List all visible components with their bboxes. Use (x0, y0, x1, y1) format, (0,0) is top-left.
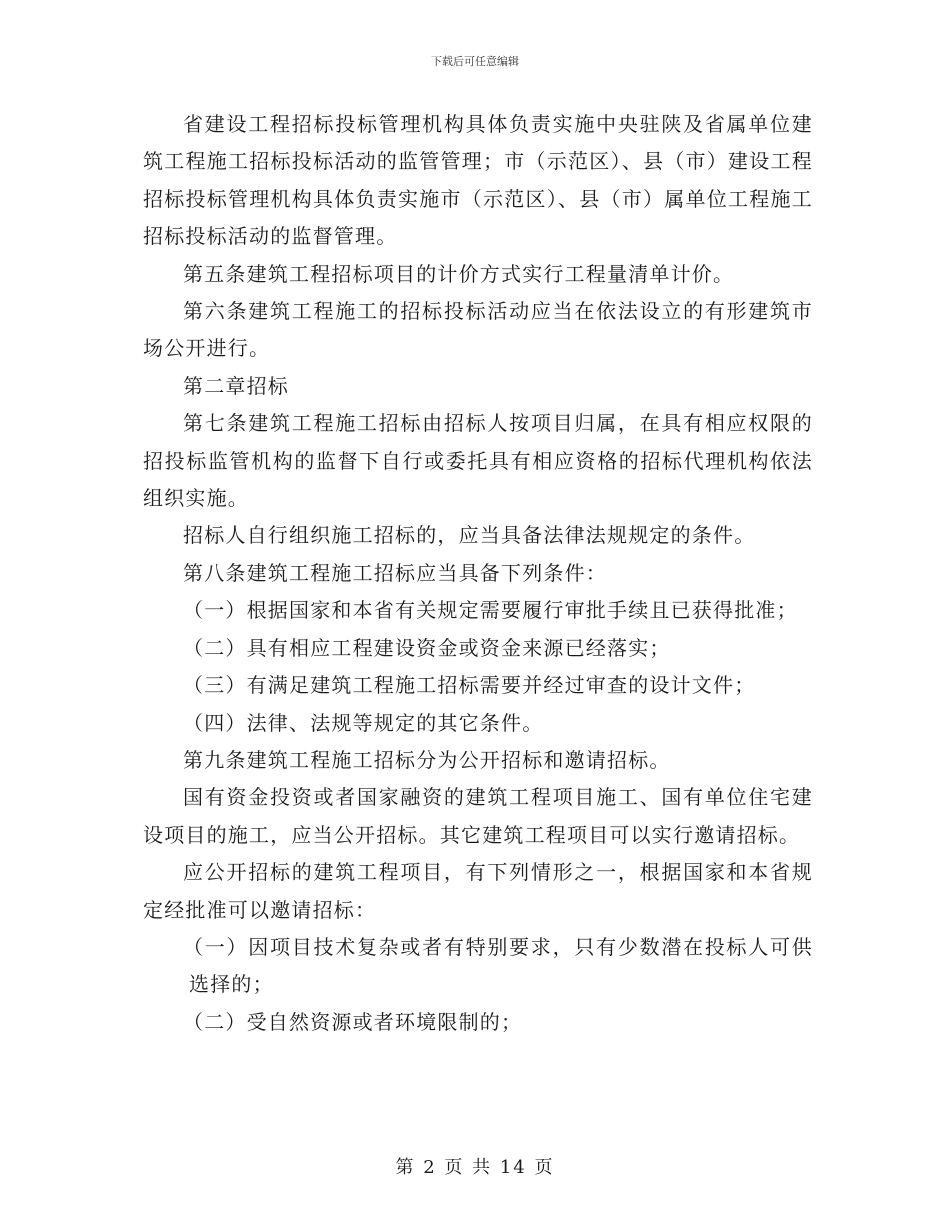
paragraph: 第六条建筑工程施工的招标投标活动应当在依法设立的有形建筑市场公开进行。 (143, 299, 813, 361)
page-header: 下载后可任意编辑 (431, 55, 519, 68)
list-item: （四）法律、法规等规定的其它条件。 (183, 710, 544, 735)
chapter-heading: 第二章招标 (183, 373, 289, 398)
paragraph: 国有资金投资或者国家融资的建筑工程项目施工、国有单位住宅建设项目的施工，应当公开招标。其它建筑工程项目可以实行邀请招标。 (143, 785, 813, 847)
page-number-footer: 第 2 页 共 14 页 (395, 1157, 555, 1178)
paragraph: 第九条建筑工程施工招标分为公开招标和邀请招标。 (183, 747, 671, 772)
paragraph: 第八条建筑工程施工招标应当具备下列条件： (183, 560, 607, 585)
list-item: （一）根据国家和本省有关规定需要履行审批手续且已获得批准； (183, 598, 798, 623)
paragraph: 应公开招标的建筑工程项目，有下列情形之一，根据国家和本省规定经批准可以邀请招标： (143, 860, 813, 922)
list-item: （二）受自然资源或者环境限制的； (183, 1009, 523, 1034)
list-item: （一）因项目技术复杂或者有特别要求，只有少数潜在投标人可供选择的； (183, 934, 813, 997)
list-item: （二）具有相应工程建设资金或资金来源已经落实； (183, 635, 671, 660)
paragraph: 招标人自行组织施工招标的，应当具备法律法规规定的条件。 (183, 523, 756, 548)
paragraph: 省建设工程招标投标管理机构具体负责实施中央驻陕及省属单位建筑工程施工招标投标活动的监管管理；市（示范区）、县（市）建设工程招标投标管理机构具体负责实施市（示范区）、县（市）属单位工程施工招标投标活动的监督管理。 (143, 112, 813, 249)
list-item: （三）有满足建筑工程施工招标需要并经过审查的设计文件； (183, 673, 756, 698)
paragraph: 第五条建筑工程招标项目的计价方式实行工程量清单计价。 (183, 261, 735, 286)
paragraph: 第七条建筑工程施工招标由招标人按项目归属，在具有相应权限的招投标监管机构的监督下自行或委托具有相应资格的招标代理机构依法组织实施。 (143, 411, 813, 511)
document-body (143, 106, 813, 1041)
